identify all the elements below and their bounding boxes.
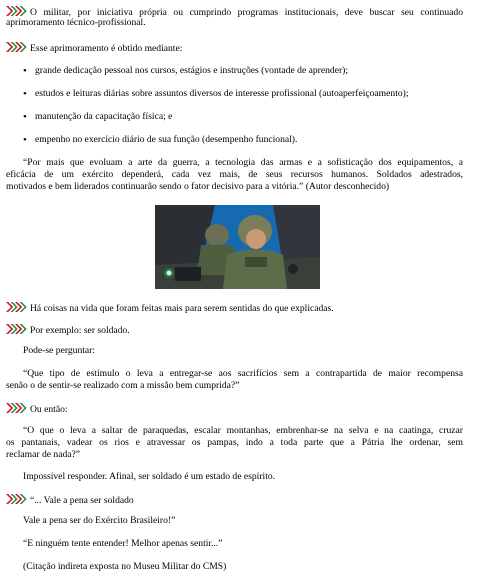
- question-2-line-1: “O que o leva a saltar de paraquedas, escalar montanhas, embrenhar-se na selva e na caatinga, cruzar: [23, 425, 463, 436]
- question-2-line-2: os pantanais, vadear os rios e atravessar os pampas, indo a toda parte que a Pátria lhe ordenar, sem: [6, 437, 463, 448]
- vale-line-1: “... Vale a pena ser soldado: [6, 493, 134, 507]
- arrow-icon: [6, 41, 27, 53]
- coisas-line: Há coisas na vida que foram feitas mais para serem sentidas do que explicadas.: [6, 301, 334, 315]
- ninguem-line: “E ninguém tente entender! Melhor apenas sentir...”: [23, 538, 223, 549]
- bullet-item: grande dedicação pessoal nos cursos, estágios e instruções (vontade de aprender);: [35, 65, 349, 76]
- intro-line-1: O militar, por iniciativa própria ou cumprindo programas institucionais, deve buscar seu continuado: [6, 5, 463, 19]
- quote-line-2: eficácia de um exército dependerá, cada vez mais, de seus recursos humanos. Soldados adestrados,: [6, 169, 463, 180]
- arrow-icon: [6, 301, 27, 313]
- arrow-icon: [6, 493, 27, 505]
- bullet-icon: •: [23, 65, 27, 77]
- soldier-photo: [155, 205, 320, 289]
- bullet-icon: •: [23, 88, 27, 100]
- bullet-icon: •: [23, 111, 27, 123]
- bullet-item: manutenção da capacitação física; e: [35, 111, 173, 122]
- impossivel-line: Impossível responder. Afinal, ser soldado é um estado de espírito.: [23, 471, 276, 482]
- quote-line-3: motivados e bem liderados continuarão sendo o fator decisivo para a vitória.” (Autor desconhecido): [6, 181, 390, 192]
- bullet-icon: •: [23, 134, 27, 146]
- intro-line-2: aprimoramento técnico-profissional.: [6, 17, 146, 28]
- arrow-icon: [6, 323, 27, 335]
- bullet-item: estudos e leituras diárias sobre assuntos diversos de interesse profissional (autoaperfeiçoamento);: [35, 88, 409, 99]
- quote-line-1: “Por mais que evoluam a arte da guerra, a tecnologia das armas e a sofisticação dos equipamentos, a: [23, 157, 463, 168]
- question-1-line-1: “Que tipo de estímulo o leva a entregar-se aos sacrifícios sem a contrapartida de maior recompensa: [23, 368, 463, 379]
- arrow-icon: [6, 5, 27, 17]
- vale-line-2: Vale a pena ser do Exército Brasileiro!”: [23, 515, 176, 526]
- aprimoramento-heading: Esse aprimoramento é obtido mediante:: [6, 41, 182, 55]
- question-1-line-2: senão o de sentir-se realizado com a missão bem cumprida?”: [6, 380, 240, 391]
- question-2-line-3: reclamar de nada?”: [6, 449, 81, 460]
- exemplo-line: Por exemplo: ser soldado.: [6, 323, 130, 337]
- pode-line: Pode-se perguntar:: [23, 345, 96, 356]
- ou-line: Ou então:: [6, 402, 68, 416]
- arrow-icon: [6, 402, 27, 414]
- citacao-line: (Citação indireta exposta no Museu Militar do CMS): [23, 561, 227, 572]
- bullet-item: empenho no exercício diário de sua função (desempenho funcional).: [35, 134, 298, 145]
